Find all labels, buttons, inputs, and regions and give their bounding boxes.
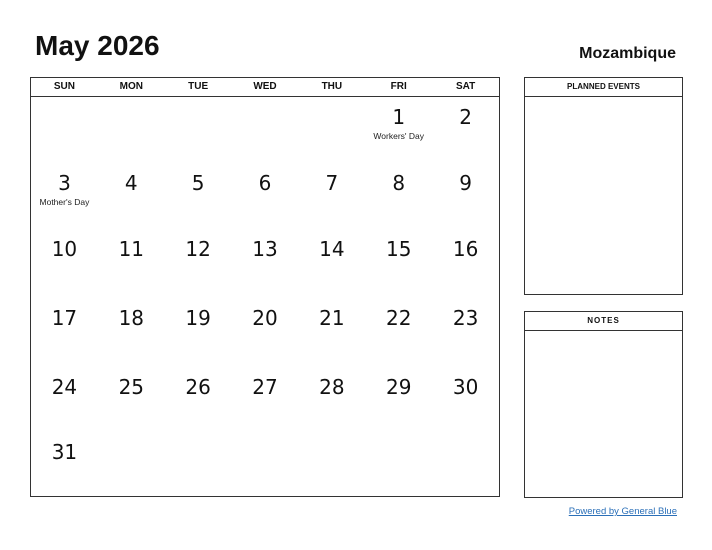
day-number: 8 <box>392 171 406 195</box>
notes-header: NOTES <box>525 312 682 331</box>
calendar-day-cell[interactable] <box>298 306 365 330</box>
day-number: 28 <box>319 375 345 399</box>
day-number: 16 <box>452 237 479 261</box>
calendar-day-cell[interactable] <box>365 105 432 141</box>
country-name: Mozambique <box>579 45 676 62</box>
day-number: 17 <box>51 306 78 330</box>
day-number: 3 <box>58 171 71 195</box>
calendar-day-cell[interactable] <box>232 306 299 330</box>
day-number: 21 <box>319 306 345 330</box>
day-number: 26 <box>185 375 211 399</box>
powered-by-link[interactable]: Powered by General Blue <box>568 506 677 517</box>
day-number: 2 <box>459 105 472 129</box>
day-number: 15 <box>386 237 412 261</box>
page-title: May 2026 <box>35 30 160 61</box>
day-number: 23 <box>452 306 479 330</box>
calendar-day-cell <box>298 105 365 141</box>
calendar-day-cell[interactable] <box>98 375 165 399</box>
day-number: 11 <box>118 237 145 261</box>
day-number: 20 <box>252 306 278 330</box>
calendar-day-cell[interactable] <box>365 306 432 330</box>
calendar-day-cell[interactable] <box>365 375 432 399</box>
day-number: 31 <box>51 440 78 464</box>
calendar-week <box>31 440 499 464</box>
calendar-day-cell[interactable] <box>165 375 232 399</box>
calendar-day-cell[interactable] <box>31 440 98 464</box>
day-of-week-wed: WED <box>253 81 277 92</box>
day-of-week-tue: TUE <box>188 81 209 92</box>
day-number: 14 <box>319 237 345 261</box>
holiday-label: Mother's Day <box>39 197 90 207</box>
calendar-day-cell <box>365 440 432 464</box>
calendar-week <box>31 105 499 141</box>
calendar-day-cell <box>31 105 98 141</box>
calendar-day-cell[interactable] <box>31 171 98 207</box>
calendar-day-cell[interactable] <box>432 105 499 141</box>
calendar-day-cell[interactable] <box>432 375 499 399</box>
day-number: 29 <box>386 375 412 399</box>
calendar-day-cell[interactable] <box>232 237 299 261</box>
calendar-day-cell[interactable] <box>432 171 499 207</box>
calendar-day-cell <box>232 105 299 141</box>
calendar-grid <box>30 77 500 497</box>
day-of-week-fri: FRI <box>390 81 407 92</box>
calendar-day-cell <box>432 440 499 464</box>
day-of-week-header <box>31 78 499 97</box>
calendar-week <box>31 306 499 330</box>
holiday-label: Workers' Day <box>373 131 425 141</box>
calendar-week <box>31 237 499 261</box>
day-of-week-mon: MON <box>119 81 143 92</box>
calendar-week <box>31 171 499 207</box>
day-of-week-sun: SUN <box>53 81 75 92</box>
calendar-day-cell[interactable] <box>165 306 232 330</box>
day-number: 6 <box>258 171 272 195</box>
day-number: 27 <box>252 375 278 399</box>
calendar-day-cell[interactable] <box>365 171 432 207</box>
day-number: 19 <box>185 306 211 330</box>
day-number: 5 <box>191 171 205 195</box>
calendar-day-cell[interactable] <box>165 237 232 261</box>
day-of-week-sat: SAT <box>455 81 476 92</box>
day-number: 4 <box>124 171 138 195</box>
calendar-day-cell[interactable] <box>298 237 365 261</box>
day-number: 7 <box>325 171 339 195</box>
day-number: 9 <box>459 171 472 195</box>
calendar-week <box>31 375 499 399</box>
calendar-day-cell[interactable] <box>365 237 432 261</box>
calendar-day-cell[interactable] <box>432 306 499 330</box>
day-number: 25 <box>118 375 145 399</box>
day-number: 10 <box>51 237 78 261</box>
calendar-day-cell[interactable] <box>232 171 299 207</box>
calendar-day-cell[interactable] <box>31 237 98 261</box>
calendar-day-cell <box>98 105 165 141</box>
calendar-day-cell[interactable] <box>98 171 165 207</box>
day-of-week-thu: THU <box>321 81 343 92</box>
calendar-day-cell[interactable] <box>98 237 165 261</box>
calendar-day-cell[interactable] <box>165 171 232 207</box>
planned-events-header: PLANNED EVENTS <box>525 78 682 97</box>
calendar-day-cell[interactable] <box>298 171 365 207</box>
calendar-day-cell[interactable] <box>31 375 98 399</box>
calendar-day-cell[interactable] <box>31 306 98 330</box>
day-number: 13 <box>252 237 278 261</box>
day-number: 18 <box>118 306 145 330</box>
day-number: 30 <box>452 375 479 399</box>
calendar-day-cell[interactable] <box>432 237 499 261</box>
calendar-day-cell[interactable] <box>232 375 299 399</box>
calendar-day-cell <box>165 440 232 464</box>
notes-panel <box>524 311 683 498</box>
day-number: 1 <box>392 105 406 129</box>
day-number: 12 <box>185 237 211 261</box>
calendar-day-cell[interactable] <box>298 375 365 399</box>
calendar-day-cell[interactable] <box>98 306 165 330</box>
planned-events-panel <box>524 77 683 295</box>
calendar-day-cell <box>232 440 299 464</box>
calendar-day-cell <box>98 440 165 464</box>
day-number: 24 <box>51 375 78 399</box>
calendar-day-cell <box>165 105 232 141</box>
calendar-day-cell <box>298 440 365 464</box>
day-number: 22 <box>386 306 412 330</box>
